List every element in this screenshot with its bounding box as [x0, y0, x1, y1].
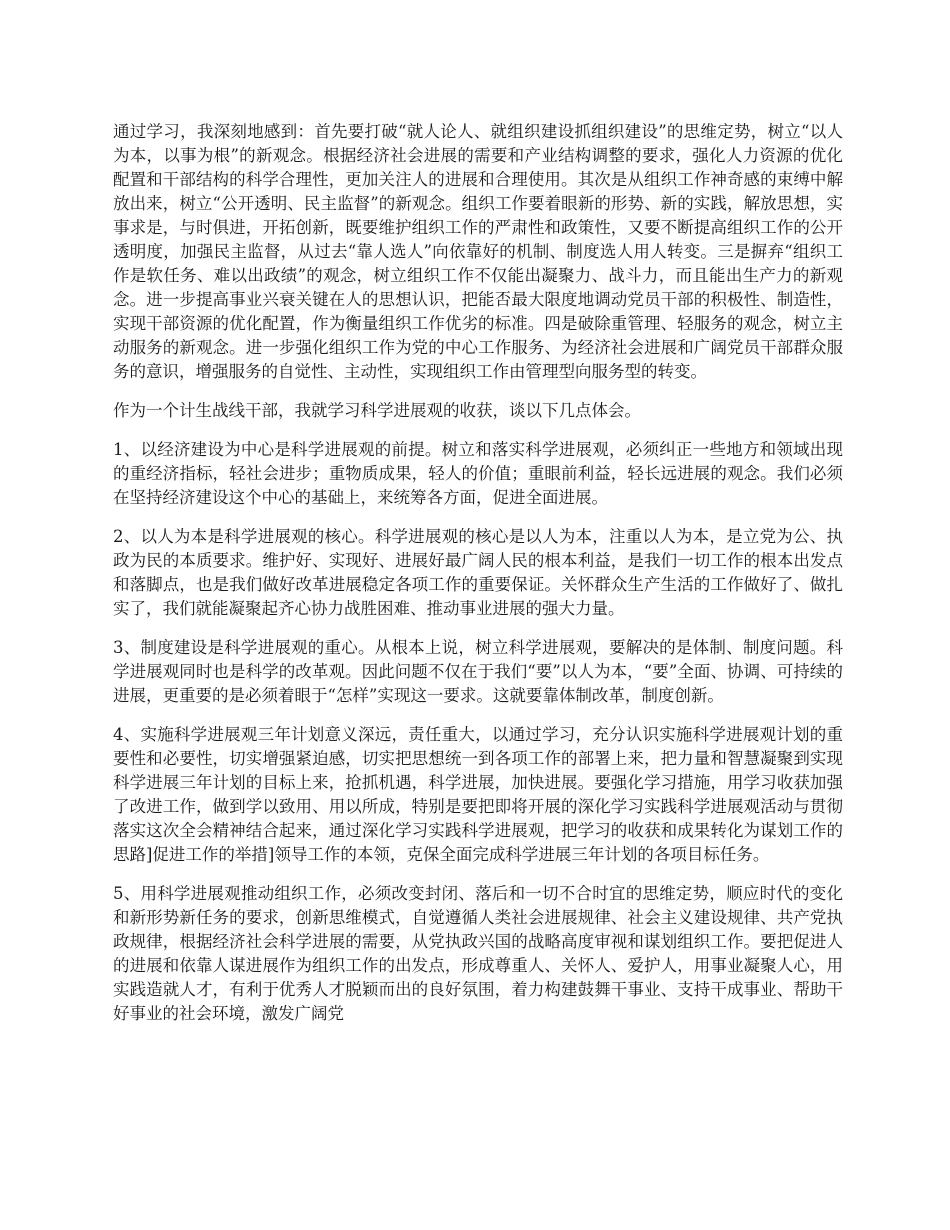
- point-1-paragraph: 1、以经济建设为中心是科学进展观的前提。树立和落实科学进展观，必须纠正一些地方和领域出现的重经济指标，轻社会进步；重物质成果，轻人的价值；重眼前利益，轻长远进展的观念。我们必须在坚持经济建设这个中心的基础上，来统筹各方面，促进全面进展。: [113, 440, 843, 507]
- point-2-paragraph: 2、以人为本是科学进展观的核心。科学进展观的核心是以人为本，注重以人为本，是立党为公、执政为民的本质要求。维护好、实现好、进展好最广阔人民的根本利益，是我们一切工作的根本出发点和落脚点，也是我们做好改革进展稳定各项工作的重要保证。关怀群众生产生活的工作做好了、做扎实了，我们就能凝聚起齐心协力战胜困难、推动事业进展的强大力量。: [113, 527, 843, 618]
- point-5-paragraph: 5、用科学进展观推动组织工作，必须改变封闭、落后和一切不合时宜的思维定势，顺应时代的变化和新形势新任务的要求，创新思维模式，自觉遵循人类社会进展规律、社会主义建设规律、共产党执政规律，根据经济社会科学进展的需要，从党执政兴国的战略高度审视和谋划组织工作。要把促进人的进展和依靠人谋进展作为组织工作的出发点，形成尊重人、关怀人、爱护人，用事业凝聚人心，用实践造就人才，有利于优秀人才脱颖而出的良好氛围，着力构建鼓舞干事业、支持干成事业、帮助干好事业的社会环境，激发广阔党: [113, 884, 843, 1023]
- intro-paragraph: 通过学习，我深刻地感到：首先要打破“就人论人、就组织建设抓组织建设”的思维定势，树立“以人为本，以事为根”的新观念。根据经济社会进展的需要和产业结构调整的要求，强化人力资源的优化配置和干部结构的科学合理性，更加关注人的进展和合理使用。其次是从组织工作神奇感的束缚中解放出来，树立“公开透明、民主监督”的新观念。组织工作要着眼新的形势、新的实践，解放思想，实事求是，与时俱进，开拓创新，既要维护组织工作的严肃性和政策性，又要不断提高组织工作的公开透明度，加强民主监督，从过去“靠人选人”向依靠好的机制、制度选人用人转变。三是摒弃“组织工作是软任务、难以出政绩”的观念，树立组织工作不仅能出凝聚力、战斗力，而且能出生产力的新观念。进一步提高事业兴衰关键在人的思想认识，把能否最大限度地调动党员干部的积极性、制造性，实现干部资源的优化配置，作为衡量组织工作优劣的标准。四是破除重管理、轻服务的观念，树立主动服务的新观念。进一步强化组织工作为党的中心工作服务、为经济社会进展和广阔党员干部群众服务的意识，增强服务的自觉性、主动性，实现组织工作由管理型向服务型的转变。: [113, 122, 843, 381]
- document-body: [113, 120, 843, 1041]
- lead-in-paragraph: 作为一个计生战线干部，我就学习科学进展观的收获，谈以下几点体会。: [113, 401, 641, 420]
- point-3-paragraph: 3、制度建设是科学进展观的重心。从根本上说，树立科学进展观，要解决的是体制、制度问题。科学进展观同时也是科学的改革观。因此问题不仅在于我们“要”以人为本，“要”全面、协调、可持续的进展，更重要的是必须着眼于“怎样”实现这一要求。这就要靠体制改革，制度创新。: [113, 638, 843, 705]
- point-4-paragraph: 4、实施科学进展观三年计划意义深远，责任重大，以通过学习，充分认识实施科学进展观计划的重要性和必要性，切实增强紧迫感，切实把思想统一到各项工作的部署上来，把力量和智慧凝聚到实现科学进展三年计划的目标上来，抢抓机遇，科学进展，加快进展。要强化学习措施，用学习收获加强了改进工作，做到学以致用、用以所成，特别是要把即将开展的深化学习实践科学进展观活动与贯彻落实这次全会精神结合起来，通过深化学习实践科学进展观，把学习的收获和成果转化为谋划工作的思路]促进工作的举措]领导工作的本领，克保全面完成科学进展三年计划的各项目标任务。: [113, 725, 843, 864]
